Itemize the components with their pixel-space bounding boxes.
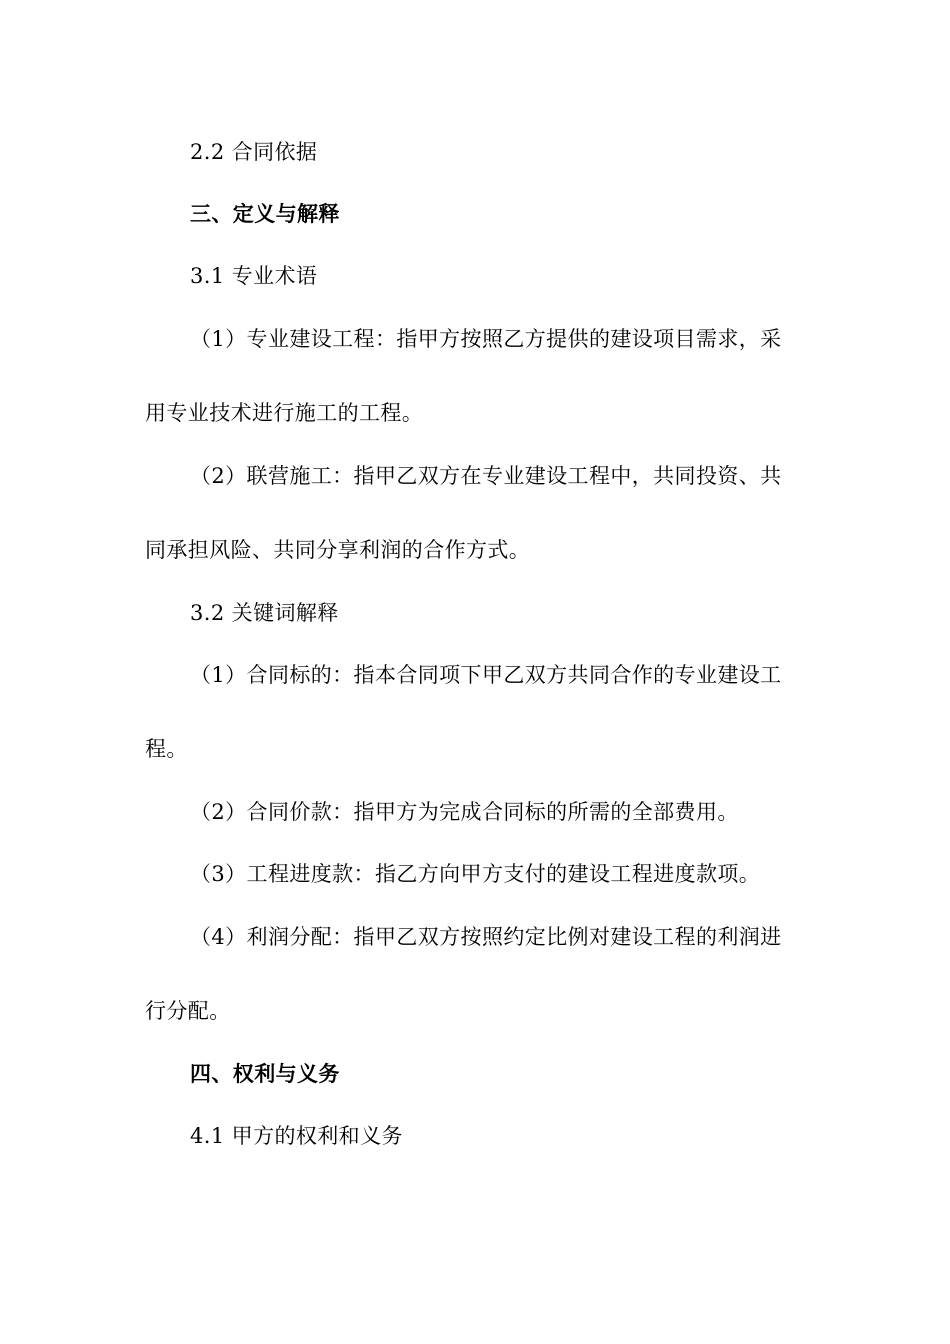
- section-heading-3-2: 3.2 关键词解释: [190, 601, 339, 625]
- section-heading-4-1: 4.1 甲方的权利和义务: [190, 1124, 403, 1148]
- paragraph-line: （2）联营施工：指甲乙双方在专业建设工程中，共同投资、共: [190, 464, 782, 488]
- paragraph-line: （1）合同标的：指本合同项下甲乙双方共同合作的专业建设工: [190, 663, 782, 687]
- section-heading-3-1: 3.1 专业术语: [190, 264, 318, 288]
- paragraph-line: 同承担风险、共同分享利润的合作方式。: [145, 538, 531, 562]
- section-heading-2-2: 2.2 合同依据: [190, 140, 318, 164]
- paragraph-line: 程。: [145, 737, 188, 761]
- chapter-heading-3: 三、定义与解释: [190, 201, 340, 226]
- paragraph-line: （3）工程进度款：指乙方向甲方支付的建设工程进度款项。: [190, 862, 761, 886]
- paragraph-line: （2）合同价款：指甲方为完成合同标的所需的全部费用。: [190, 800, 739, 824]
- paragraph-line: （1）专业建设工程：指甲方按照乙方提供的建设项目需求，采: [190, 327, 782, 351]
- paragraph-line: 用专业技术进行施工的工程。: [145, 401, 424, 425]
- chapter-heading-4: 四、权利与义务: [190, 1061, 340, 1086]
- paragraph-line: （4）利润分配：指甲乙双方按照约定比例对建设工程的利润进: [190, 925, 782, 949]
- paragraph-line: 行分配。: [145, 999, 231, 1023]
